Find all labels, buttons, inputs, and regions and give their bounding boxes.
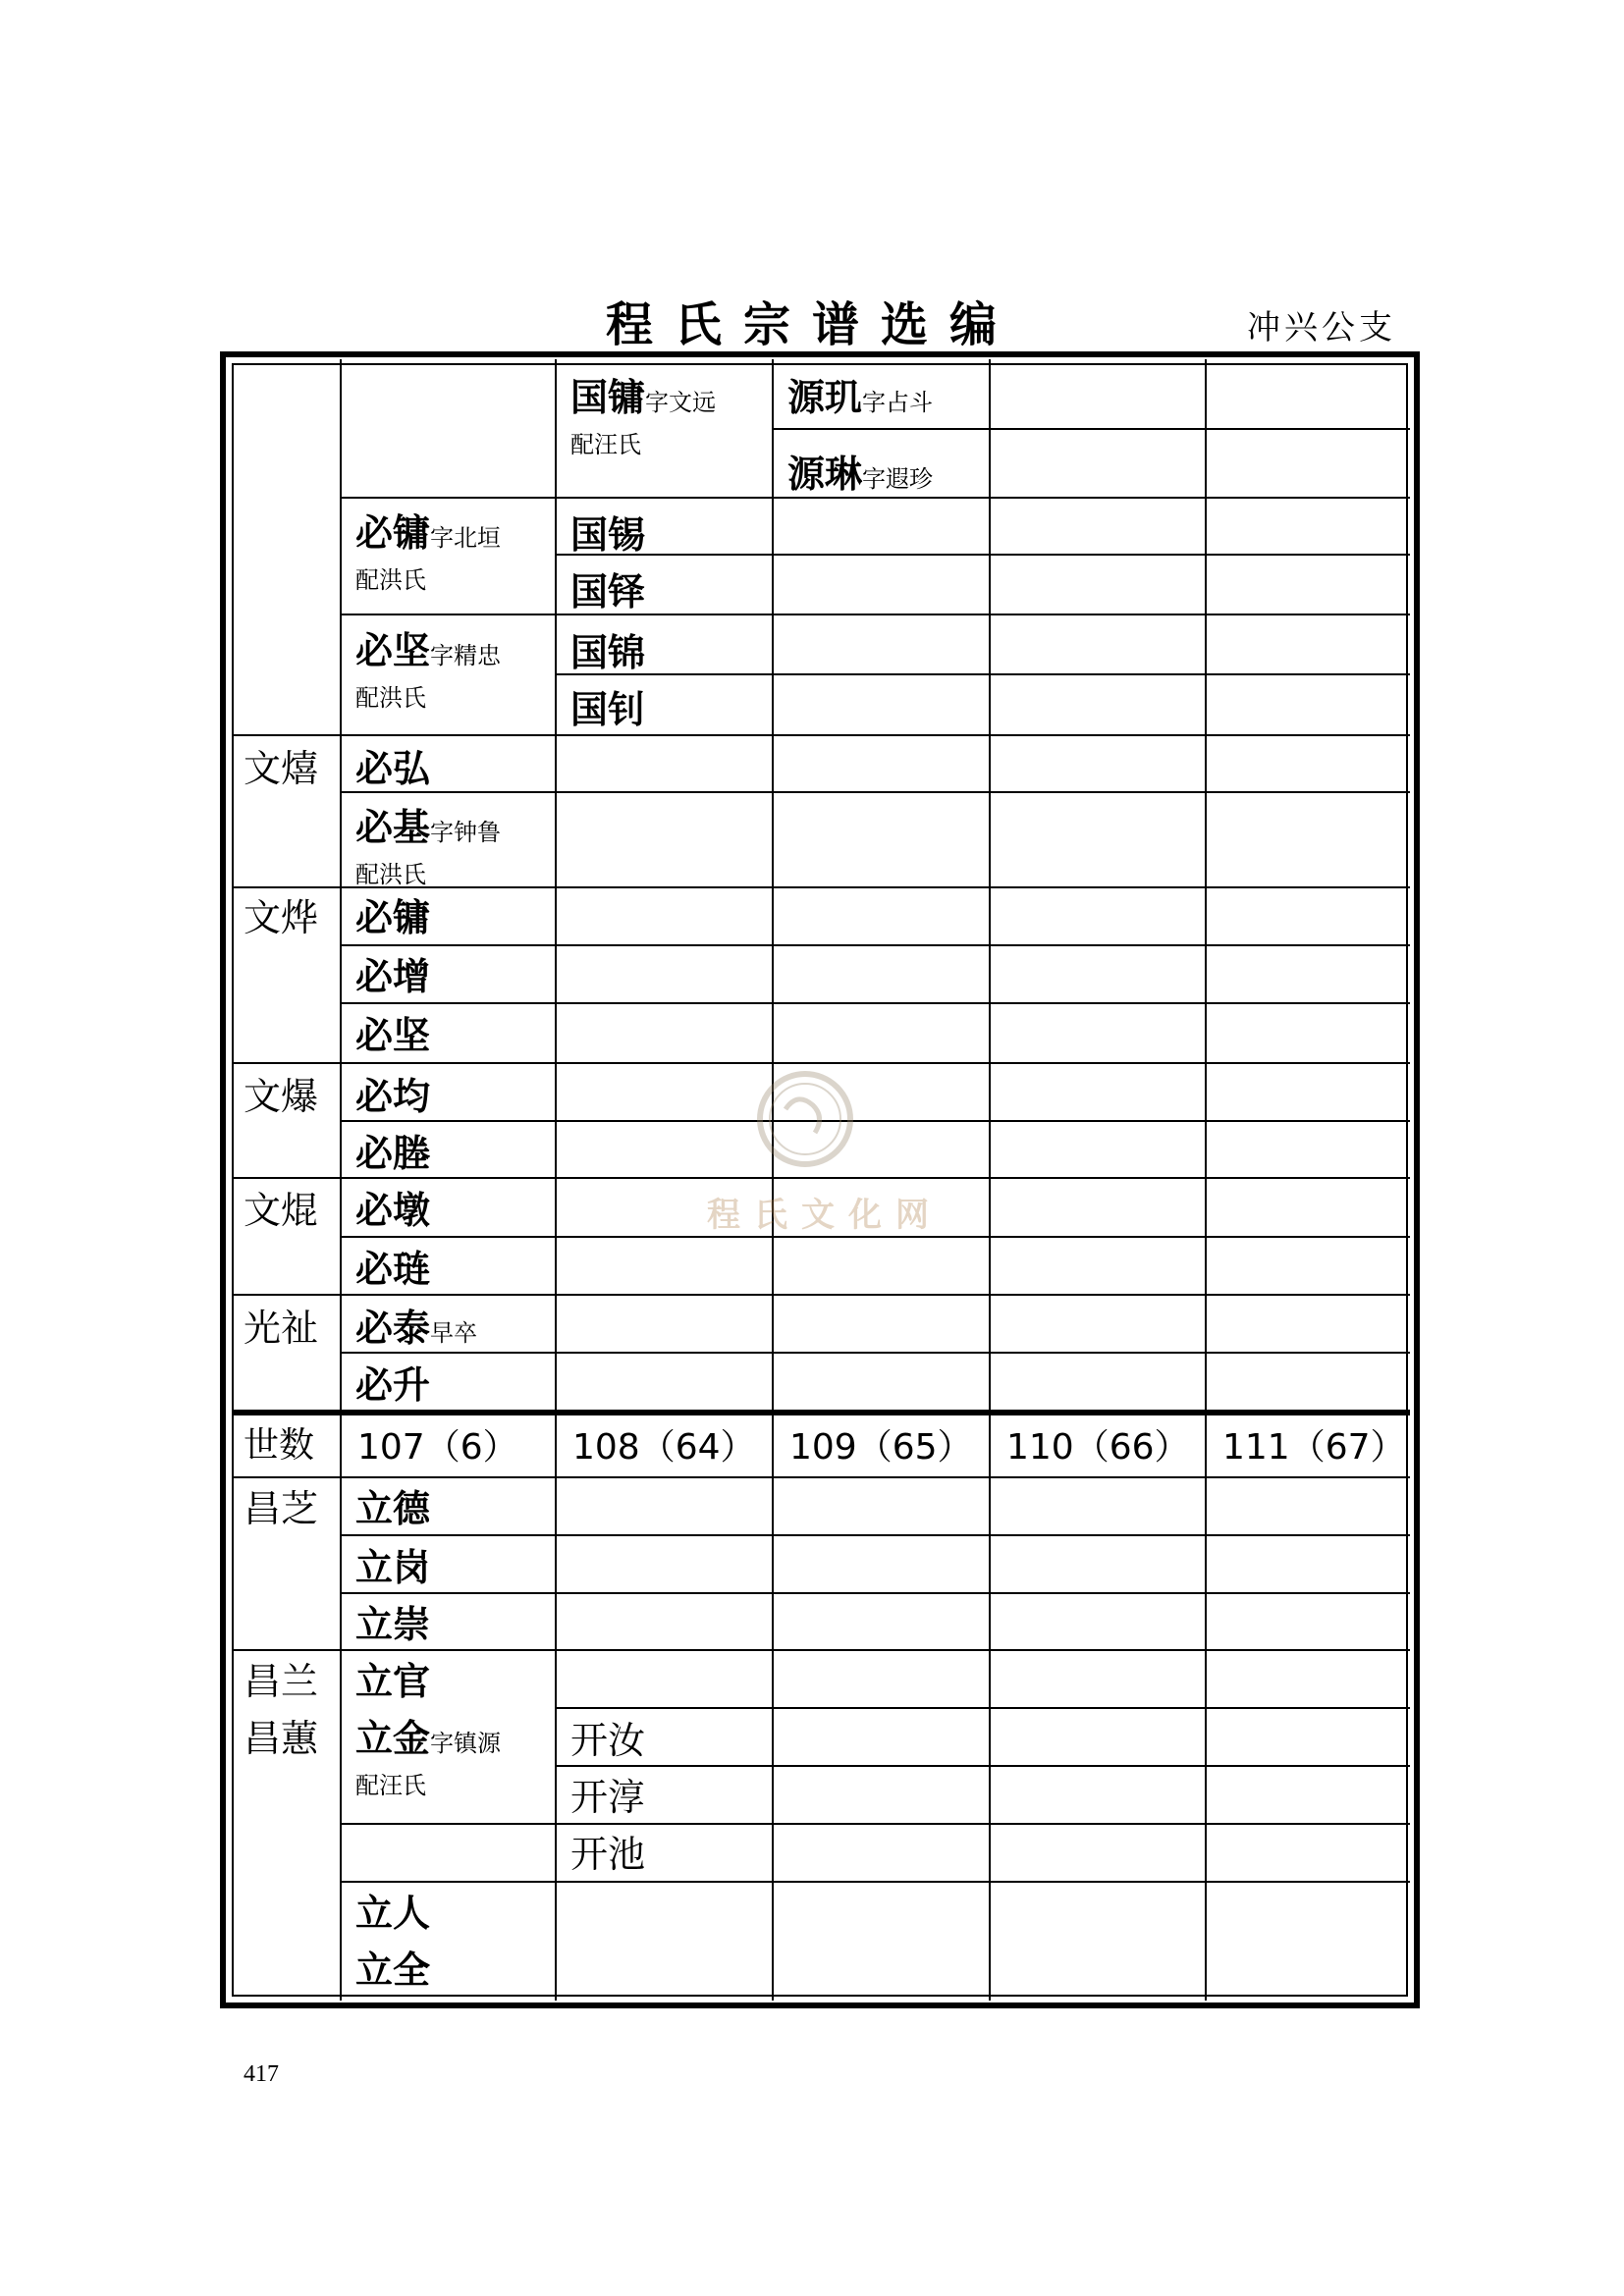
person-name: 必坚 — [355, 1014, 431, 1057]
person-name: 立官 — [355, 1660, 431, 1703]
row-rule — [340, 1823, 1410, 1825]
person-entry — [355, 1355, 430, 1409]
person-name: 国锦 — [570, 631, 646, 674]
generation-column-header: 109（65） — [789, 1427, 973, 1468]
row-rule — [340, 944, 1410, 946]
column-rule — [340, 359, 342, 2001]
person-entry — [355, 1180, 430, 1234]
person-name: 必墩 — [355, 1189, 431, 1232]
spouse-name: 配洪氏 — [355, 684, 426, 712]
person-name: 立岗 — [355, 1546, 431, 1589]
courtesy-name: 字占斗 — [862, 389, 934, 416]
person-name: 国铎 — [570, 570, 646, 614]
courtesy-name: 字精忠 — [430, 642, 502, 669]
row-rule — [340, 791, 1410, 793]
person-entry — [355, 797, 501, 889]
person-entry — [355, 1239, 430, 1293]
row-rule — [232, 1062, 1410, 1064]
courtesy-name: 字北垣 — [430, 524, 502, 552]
column-rule — [989, 359, 991, 2001]
row-rule — [232, 734, 1410, 736]
person-entry — [355, 1066, 430, 1120]
row-rule — [555, 673, 1410, 675]
courtesy-name: 字镇源 — [430, 1730, 502, 1757]
person-entry — [355, 1651, 430, 1705]
person-entry — [355, 1298, 477, 1352]
generation-column-header: 111（67） — [1222, 1427, 1406, 1468]
row-rule — [555, 554, 1410, 556]
person-entry — [355, 946, 430, 1000]
person-entry — [355, 738, 430, 792]
column-rule — [1205, 359, 1207, 2001]
person-entry — [787, 444, 933, 498]
branch-subtitle: 冲兴公支 — [1247, 308, 1396, 347]
page-title: 程氏宗谱选编 — [605, 297, 1018, 352]
person-name: 必弘 — [355, 747, 431, 790]
person-entry — [570, 367, 716, 459]
generation-column-header: 110（66） — [1006, 1427, 1190, 1468]
ancestor-name: 文熺 — [244, 747, 319, 790]
person-entry — [355, 1123, 430, 1177]
row-rule — [340, 1002, 1410, 1004]
person-entry — [355, 620, 501, 713]
person-entry — [355, 1594, 430, 1648]
person-name: 立崇 — [355, 1603, 431, 1646]
person-name: 开淳 — [570, 1776, 646, 1819]
ancestor-name: 昌兰 — [244, 1660, 319, 1703]
person-entry — [355, 503, 501, 595]
person-name: 国钊 — [570, 688, 646, 731]
row-rule — [232, 1410, 1410, 1415]
person-name: 必均 — [355, 1075, 431, 1118]
row-rule — [555, 1765, 1410, 1767]
ancestor-name: 文焜 — [244, 1189, 319, 1232]
person-name: 国镛 — [570, 376, 646, 419]
person-note: 早卒 — [430, 1319, 478, 1347]
person-name: 必泰 — [355, 1307, 431, 1350]
generation-column-header: 107（6） — [357, 1427, 518, 1468]
row-rule — [340, 1534, 1410, 1536]
person-entry — [355, 1940, 430, 1994]
person-name: 开池 — [570, 1833, 646, 1876]
row-rule — [232, 1294, 1410, 1296]
person-entry — [355, 1708, 501, 1800]
courtesy-name: 字遐珍 — [862, 465, 934, 493]
row-rule — [340, 1881, 1410, 1883]
person-name: 必琏 — [355, 1248, 431, 1291]
person-entry — [355, 1478, 430, 1532]
courtesy-name: 字钟鲁 — [430, 819, 502, 846]
generation-column-header: 108（64） — [572, 1427, 756, 1468]
person-name: 国锡 — [570, 513, 646, 557]
person-name: 必升 — [355, 1363, 431, 1407]
person-name: 立全 — [355, 1949, 431, 1992]
row-rule — [340, 1352, 1410, 1354]
ancestor-name: 光祉 — [244, 1307, 319, 1350]
person-name: 源玑 — [787, 376, 863, 419]
person-entry — [355, 1883, 430, 1937]
person-name: 必坚 — [355, 629, 431, 672]
courtesy-name: 字文远 — [645, 389, 717, 416]
person-entry — [787, 367, 933, 421]
spouse-name: 配汪氏 — [355, 1772, 426, 1799]
ancestor-name: 昌蕙 — [244, 1717, 319, 1760]
row-rule — [340, 1592, 1410, 1594]
spouse-name: 配洪氏 — [355, 861, 426, 888]
spouse-name: 配洪氏 — [355, 566, 426, 594]
person-name: 立人 — [355, 1892, 431, 1935]
spouse-name: 配汪氏 — [570, 431, 641, 458]
generation-label: 世数 — [244, 1425, 315, 1466]
person-name: 必增 — [355, 955, 431, 998]
watermark-text: 程氏文化网 — [707, 1196, 943, 1235]
person-name: 开汝 — [570, 1719, 646, 1762]
ancestor-name: 文爆 — [244, 1075, 319, 1118]
column-rule — [555, 359, 557, 2001]
person-name: 必镛 — [355, 896, 431, 939]
row-rule — [555, 1707, 1410, 1709]
person-entry — [355, 1537, 430, 1591]
row-rule — [772, 428, 1410, 430]
page-number: 417 — [244, 2061, 279, 2087]
ancestor-name: 文烨 — [244, 896, 319, 939]
person-name: 立德 — [355, 1487, 431, 1530]
person-name: 必基 — [355, 806, 431, 849]
ancestor-name: 昌芝 — [244, 1487, 319, 1530]
row-rule — [340, 614, 1410, 615]
person-name: 必镛 — [355, 511, 431, 555]
watermark — [687, 1070, 962, 1247]
person-name: 必塍 — [355, 1132, 431, 1175]
person-name: 源琳 — [787, 453, 863, 496]
person-name: 立金 — [355, 1717, 431, 1760]
person-entry — [355, 887, 430, 941]
person-entry — [355, 1005, 430, 1059]
